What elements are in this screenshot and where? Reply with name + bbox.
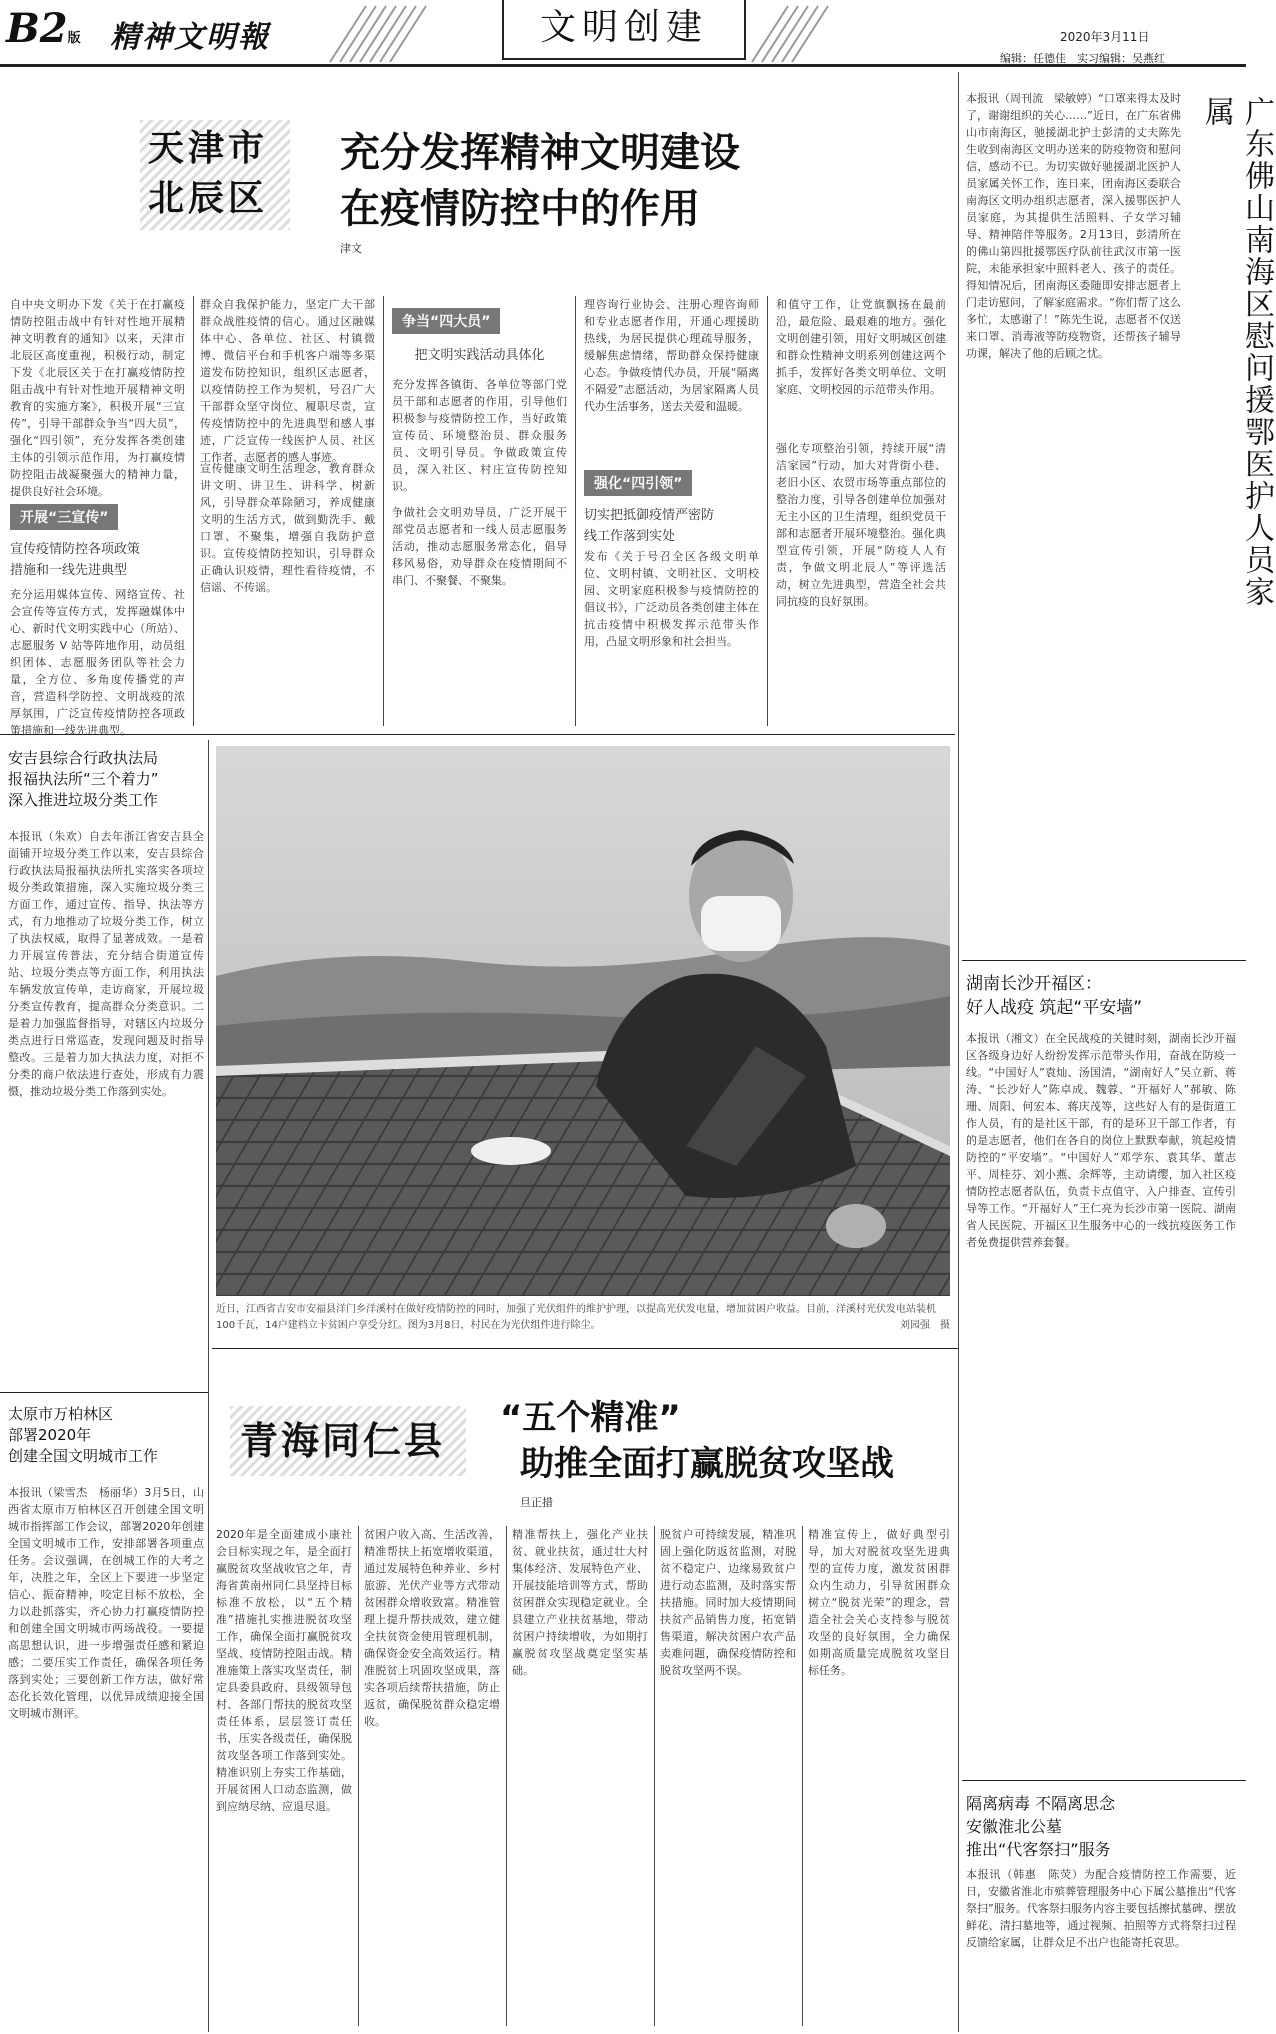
right-brief1-title: 湖南长沙开福区： 好人战疫 筑起“平安墙” [966,974,1143,1018]
qinghai-col2: 贫困户收入高、生活改善，精准帮扶上拓宽增收渠道，通过发展特色种养业、乡村旅游、光伏产业等方式带动贫困群众增收致富。精准管理上提升帮扶成效，建立健全扶贫资金使用管理机制，确保资金安全高效运行。精准脱贫上巩固攻坚成果，落实各项后续帮扶措施，防止返贫，确保脱贫群众稳定增收。 [364,1528,500,1728]
right-brief2-text: 本报讯（韩惠 陈荧）为配合疫情防控工作需要，近日，安徽省淮北市殡葬管理服务中心下属公墓推出“代客祭扫”服务。代客祭扫服务内容主要包括擦拭墓碑、摆放鲜花、清扫墓地等，通过视频、拍照等方式将祭扫过程反馈给家属，让群众足不出户也能寄托哀思。 [966,1868,1236,1949]
lead-title-line2: 在疫情防控中的作用 [340,186,700,232]
lead-place-top: 天津市 [148,128,269,169]
right-story-title: 广东佛山南海区慰问援鄂医护人员家属 [1199,96,1274,608]
lead-sub1 [10,504,185,578]
lead-sub2-tag: 争当“四大员” [392,308,500,334]
lead-sub3-desc1: 切实把抵御疫情严密防 [584,508,715,523]
lead-sub3-desc2: 线工作落到实处 [584,529,676,544]
qinghai-col1: 2020年是全面建成小康社会目标实现之年，是全面打赢脱贫攻坚战收官之年，青海省黄南州同仁县坚持目标标准不放松，以“五个精准”措施扎实推进脱贫攻坚工作，确保全面打赢脱贫攻坚战、疫情防控阻击战。精准施策上落实攻坚责任，制定县委县政府、县级领导包村、各部门帮扶的脱贫攻坚责任体系，层层签订责任书，压实各级责任，确保脱贫攻坚各项工作落到实处。精准识别上夯实工作基础，开展贫困人口动态监测，做到应纳尽纳、应退尽退。 [216,1528,352,1813]
left-brief1-text: 本报讯（朱欢）自去年浙江省安吉县全面铺开垃圾分类工作以来，安吉县综合行政执法局报福执法所扎实落实各项垃圾分类政策措施，深入实施垃圾分类三方面工作，通过宣传、指导、执法等方式，有力地推动了垃圾分类工作，树立了执法权威，取得了显著成效。一是着力开展宣传普法，充分结合街道宣传站、垃圾分类点等方面工作，利用执法车辆发放宣传单，走访商家，开展垃圾分类宣传教育，提高群众分类意识。二是着力加强监督指导，对辖区内垃圾分类点进行日常巡查，发现问题及时指导整改。三是着力加大执法力度，对拒不分类的商户依法进行查处，形成有力震慑，推动垃圾分类工作落到实处。 [8,830,204,1098]
lead-col3: 充分发挥各镇街、各单位等部门党员干部和志愿者的作用，引导他们积极参与疫情防控工作，当好政策宣传员、环境整治员、群众服务员、文明引导员。争做政策宣传员，深入社区、村庄宣传防控知识。 [392,378,567,493]
page-number: B2版 [6,5,81,52]
lead-sub3 [584,470,759,544]
lead-title-line1: 充分发挥精神文明建设 [340,130,740,176]
lead-col5b: 强化专项整治引领，持续开展“清洁家园”行动，加大对背街小巷、老旧小区、农贸市场等重点部位的整治力度，引导各创建单位加强对无主小区的卫生清理，组织党员干部和志愿者开展环境整治。强化典型宣传引领，开展“防疫人人有责，争做文明北辰人”等评选活动，树立先进典型，营造全社会共同抗疫的良好氛围。 [776,442,946,608]
lead-col1: 自中央文明办下发《关于在打赢疫情防控阻击战中有针对性地开展精神文明教育的通知》以来，天津市北辰区高度重视，积极行动，制定下发《北辰区关于在打赢疫情防控阻击战中有针对性地开展精神文明教育的实施方案》，积极开展“三宣传”，引导干部群众争当“四大员”，强化“四引领”，充分发挥各类创建主体的引领示范作用，为打赢疫情防控阻击战凝聚强大的精神力量，提供良好社会环境。 [10,298,185,498]
qinghai-title-line2: 助推全面打赢脱贫攻坚战 [520,1444,894,1484]
lead-sub1-desc2: 措施和一线先进典型 [10,563,128,578]
qinghai-place: 青海同仁县 [240,1419,446,1463]
lead-sub2 [392,308,567,363]
qinghai-col3: 精准帮扶上，强化产业扶贫、就业扶贫，通过壮大村集体经济、发展特色产业、开展技能培训等方式，帮助贫困群众实现稳定就业。全县建立产业扶贫基地，带动贫困户持续增收，为如期打赢脱贫攻坚战奠定坚实基础。 [512,1528,648,1677]
section-box [502,0,746,60]
editors: 编辑：任德佳 实习编辑：吴燕红 [1000,52,1165,65]
issue-date: 2020年3月11日 [1060,30,1150,44]
right-brief1-text: 本报讯（湘文）在全民战疫的关键时刻，湖南长沙开福区各级身边好人纷纷发挥示范带头作用，奋战在防疫一线。“中国好人”袁灿、汤国清，“湖南好人”吴立新、蒋涛、“长沙好人”陈卓成、魏蓉、“开福好人”郝敏、陈珊、周阳、何宏本、蒋庆茂等，这些好人有的是街道工作人员，有的是社区干部，有的是环卫干部工作者，有的是志愿者，他们在各自的岗位上默默奉献，筑起疫情防控的“平安墙”。“中国好人”邓学东、袁其华、董志平、周桂芬、刘小燕、余辉等，主动请缨，加入社区疫情防控志愿者队伍，负责卡点值守、入户排查、宣传引导等工作。“开福好人”王仁亮为长沙市第一医院、湖南省人民医院、开福区卫生服务中心的一线抗疫医务工作者免费提供营养套餐。 [966,1032,1236,1249]
lead-byline: 津文 [340,242,362,255]
qinghai-col4: 脱贫户可持续发展，精准巩固上强化防返贫监测，对脱贫不稳定户、边缘易致贫户进行动态监测，及时落实帮扶措施。同时加大疫情期间扶贫产品销售力度，拓宽销售渠道，解决贫困户农产品卖难问题，确保疫情防控和脱贫攻坚两不误。 [660,1528,796,1677]
lead-col2: 群众自我保护能力，坚定广大干部群众战胜疫情的信心。通过区融媒体中心、各单位、社区、村镇微博、微信平台和手机客户端等多渠道发布防控知识，组织区志愿者，以疫情防控工作为契机，号召广大干部群众坚守岗位、履职尽责，宣传疫情防控中的先进典型和感人事迹，广泛宣传一线医护人员、社区工作者、志愿者的感人事迹。 [200,298,375,464]
masthead [0,0,1246,64]
lead-place-box [140,120,290,230]
masthead-stripes [330,6,490,62]
lead-col2b: 宣传健康文明生活理念，教育群众讲文明、讲卫生、讲科学、树新风，引导群众革除陋习，养成健康文明的生活方式，做到勤洗手、戴口罩、不聚集，增强自我防护意识。宣传疫情防控知识，引导群众正确认识疫情，理性看待疫情，不信谣、不传谣。 [200,462,375,594]
qinghai-title-line1: “五个精准” [500,1398,681,1438]
lead-sub1-tag: 开展“三宣传” [10,504,118,530]
lead-sub3-tag: 强化“四引领” [584,470,692,496]
lead-sub2-desc: 把文明实践活动具体化 [414,348,545,363]
lead-col3b: 争做社会文明劝导员，广泛开展干部党员志愿者和一线人员志愿服务活动，推动志愿服务常态化，倡导移风易俗，劝导群众在疫情期间不串门、不聚餐、不聚集。 [392,506,567,587]
solar-photo [216,746,950,1296]
right-brief2-title: 隔离病毒 不隔离思念 安徽淮北公墓 推出“代客祭扫”服务 [966,1794,1116,1859]
masthead-stripes-right [752,6,892,62]
lead-col5: 和值守工作，让党旗飘扬在最前沿，最危险、最艰难的地方。强化文明创建引领，用好文明城区创建和群众性精神文明系列创建这两个抓手，发挥好各类文明单位、文明家庭、文明校园的示范带头作用。 [776,298,946,396]
lead-sub1-desc1: 宣传疫情防控各项政策 [10,542,141,557]
paper-name: 精神文明報 [110,20,270,55]
left-brief1-title: 安吉县综合行政执法局 报福执法所“三个着力” 深入推进垃圾分类工作 [8,749,159,809]
qinghai-byline: 旦正措 [520,1496,553,1509]
lead-col4b: 发布《关于号召全区各级文明单位、文明村镇、文明社区、文明校园、文明家庭积极参与疫情防控的倡议书》，广泛动员各类创建主体在抗击疫情中积极发挥示范带头作用，凸显文明形象和社会担当。 [584,550,759,648]
left-brief2-title: 太原市万柏林区 部署2020年 创建全国文明城市工作 [8,1405,159,1465]
right-story-text: 本报讯（周刊流 梁敏婷）“口罩来得太及时了，谢谢组织的关心……”近日，在广东省佛山市南海区，驰援湖北护士彭清的丈夫陈先生收到南海区文明办送来的防疫物资和慰问信，感动不已。为切实做好驰援湖北医护人员家属关怀工作，连日来，团南海区委联合南海区文明办组织志愿者，深入援鄂医护人员家庭，为其提供生活照料、子女学习辅导、精神陪伴等服务。2月13日，彭清所在的佛山第四批援鄂医疗队前往武汉市第一医院，未能承担家中照料老人、孩子的责任。得知情况后，团南海区委随即安排志愿者上门走访慰问，了解家庭需求。“你们帮了这么多忙，太感谢了！”陈先生说，志愿者不仅送来口罩、消毒液等防疫物资，还帮孩子辅导功课，解决了他的后顾之忧。 [966,92,1181,360]
qinghai-col5: 精准宣传上，做好典型引导，加大对脱贫攻坚先进典型的宣传力度，激发贫困群众内生动力，引导贫困群众树立“脱贫光荣”的理念，营造全社会关心支持参与脱贫攻坚的良好氛围，全力确保如期高质量完成脱贫攻坚目标任务。 [808,1528,950,1677]
lead-place-bottom: 北辰区 [148,178,269,219]
section-title: 文明创建 [539,7,708,48]
masthead-rule [0,64,1246,67]
lead-col1b: 充分运用媒体宣传、网络宣传、社会宣传等宣传方式，发挥融媒体中心、新时代文明实践中心（所站）、志愿服务 V 站等阵地作用，动员组织团体、志愿服务团队等社会力量，全方位、多角度传播党的声音，营造科学防控、文明战疫的浓厚氛围，广泛宣传疫情防控各项政策措施和一线先进典型。 [10,588,185,737]
lead-col4: 理咨询行业协会、注册心理咨询师和专业志愿者作用，开通心理援助热线，为居民提供心理疏导服务，缓解焦虑情绪，帮助群众保持健康心态。争做疫情代办员，开展“隔离不隔爱”志愿活动，为居家隔离人员代办生活事务，送去关爱和温暖。 [584,298,759,413]
photo-caption: 近日，江西省吉安市安福县洋门乡洋溪村在做好疫情防控的同时，加强了光伏组件的维护护理，以提高光伏发电量，增加贫困户收益。目前，洋溪村光伏发电站装机100千瓦，14户建档立卡贫困户享受分红。图为3月8日，村民在为光伏组件进行除尘。 刘园强 摄 [216,1302,950,1334]
left-brief2-text: 本报讯（梁雪杰 杨丽华）3月5日，山西省太原市万柏林区召开创建全国文明城市指挥部工作会议，部署2020年创建全国文明城市工作，安排部署各项重点任务。会议强调，在创城工作的大考之年，决胜之年，全区上下要进一步坚定信心、振奋精神，咬定目标不放松，全力以赴抓落实，齐心协力打赢疫情防控和创建全国文明城市两场战役。一要提高思想认识，进一步增强责任感和紧迫感；二要压实工作责任，确保各项任务落到实处；三要创新工作方法，做好常态化长效化管理，以优异成绩迎接全国文明城市测评。 [8,1486,204,1720]
solar-photo-drawing [216,746,950,1296]
photo-credit: 刘园强 摄 [900,1320,950,1331]
qinghai-place-box [230,1406,466,1476]
